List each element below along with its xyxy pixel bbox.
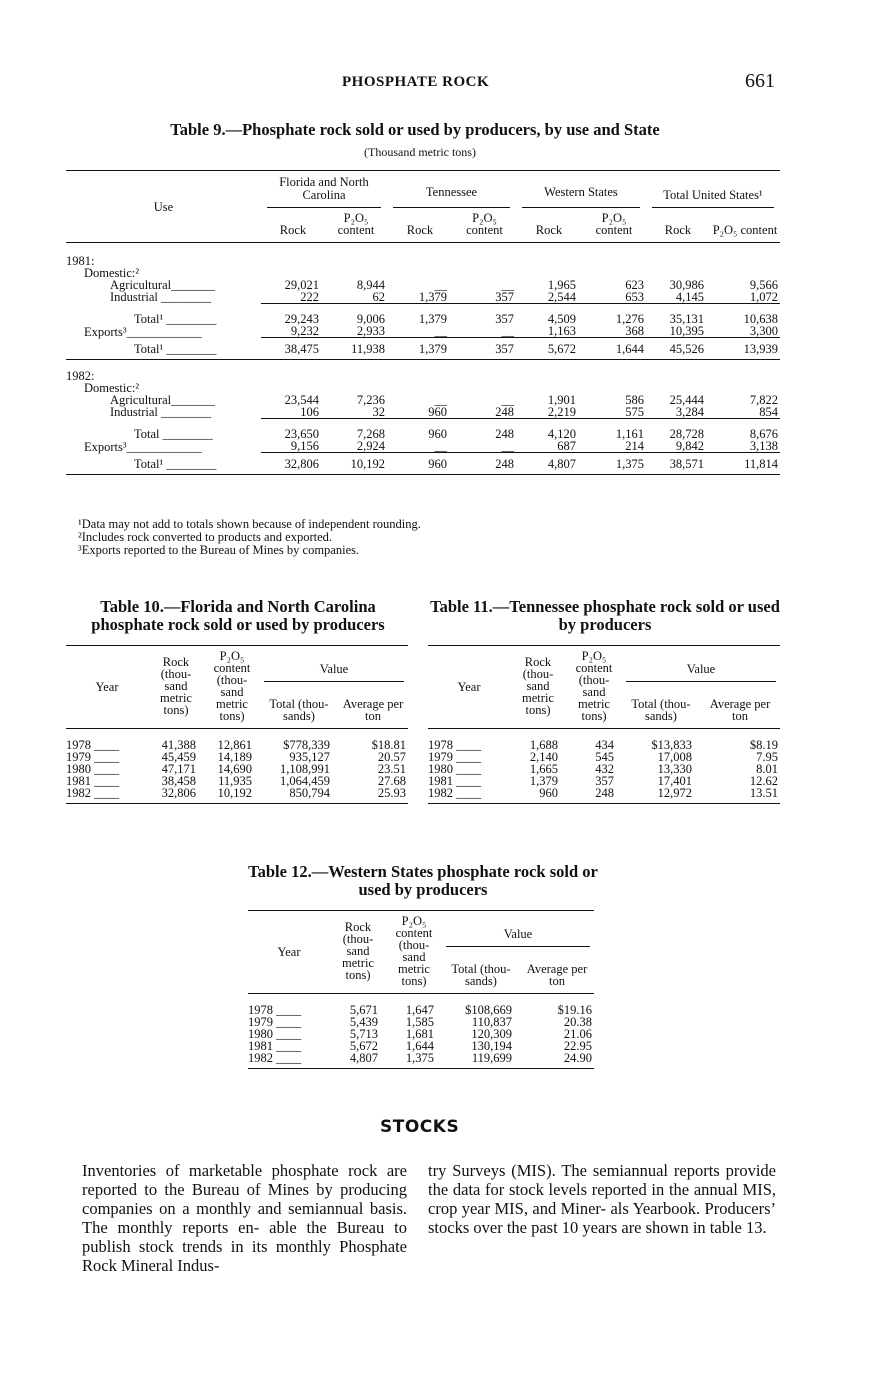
col-average: Average per ton: [342, 697, 404, 723]
table-cell: [516, 360, 582, 382]
table-cell: 11,935: [218, 774, 252, 788]
stocks-column-2: try Surveys (MIS). The semiannual reports provide the data for stock levels reported in the annual MIS, crop year MIS, and Miner- als Yearbook. Producers’ stocks over the past 10 years are shown in table 13.: [428, 1161, 776, 1237]
year-cell: 1979 ____: [66, 750, 120, 764]
table-cell: 119,699: [442, 1052, 520, 1069]
col-value: Value: [319, 662, 349, 677]
table-cell: 1,901: [547, 392, 576, 407]
page-number: 661: [745, 70, 775, 92]
table-cell: 12,861: [217, 738, 252, 752]
table-cell: 4,807: [516, 453, 582, 475]
col-total: Total (thou- sands): [451, 962, 511, 988]
table-cell: [582, 360, 646, 382]
table-row: [66, 418, 780, 440]
table-cell: [453, 360, 516, 382]
table-cell: 368: [582, 325, 646, 338]
table-cell: [710, 243, 780, 267]
table-cell: 248: [453, 453, 516, 475]
footnote: ³Exports reported to the Bureau of Mines by companies.: [78, 543, 360, 557]
table-cell: 38,475: [261, 338, 325, 360]
table11: [428, 645, 780, 804]
table12-title: Table 12.—Western States phosphate rock sold or used by producers: [248, 862, 598, 899]
table-cell: 1,647: [405, 1003, 434, 1017]
table-cell: $18.81: [371, 738, 406, 752]
table-cell: 1,375: [386, 1052, 442, 1069]
table-cell: [646, 243, 710, 267]
table-cell: 35,131: [669, 312, 704, 326]
table-row: [66, 291, 780, 304]
table-cell: 3,300: [710, 325, 780, 338]
table-row: [66, 279, 780, 291]
table-cell: [710, 267, 780, 279]
subhead-p2o5: P₂O₅ content: [712, 223, 778, 237]
table-cell: 8,676: [749, 427, 778, 441]
table-cell: __: [453, 325, 516, 338]
row-label: Total¹ ________: [66, 453, 261, 475]
table-row: [66, 382, 780, 394]
year-cell: 1978 ____: [428, 738, 482, 752]
table-row: [428, 729, 780, 752]
table-cell: 25.93: [338, 787, 408, 804]
table-cell: __: [387, 440, 453, 453]
table-cell: 850,794: [260, 787, 338, 804]
table-cell: __: [453, 440, 516, 453]
table-cell: 960: [428, 427, 447, 441]
year-cell: 1980 ____: [428, 762, 482, 776]
table-cell: 960: [387, 406, 453, 419]
col-average: Average per ton: [526, 962, 588, 988]
table-row: [66, 440, 780, 453]
year-cell: 1982 ____: [428, 787, 510, 804]
table-cell: 687: [516, 440, 582, 453]
row-label: Industrial ________: [110, 290, 212, 304]
table-cell: 1,965: [547, 277, 576, 292]
table9-title: Table 9.—Phosphate rock sold or used by producers, by use and State: [170, 120, 660, 139]
table-cell: 7,268: [356, 427, 385, 441]
col-year: Year: [428, 646, 510, 729]
table-cell: 14,690: [217, 762, 252, 776]
table-cell: 23,650: [284, 427, 319, 441]
table-cell: 29,243: [284, 312, 319, 326]
year-cell: 1979 ____: [428, 750, 482, 764]
table-cell: 248: [453, 406, 516, 419]
table-cell: 62: [325, 291, 387, 304]
row-label: Exports³____________: [84, 324, 202, 339]
table-cell: 9,006: [356, 312, 385, 326]
table-cell: 5,672: [349, 1039, 378, 1053]
table-cell: 248: [566, 787, 622, 804]
table-cell: 45,459: [161, 750, 196, 764]
table-cell: [582, 243, 646, 267]
subhead-p2o5: P₂O₅ content: [466, 211, 503, 237]
table-cell: [582, 382, 646, 394]
col-average: Average per ton: [709, 697, 771, 723]
table-cell: 248: [495, 427, 514, 441]
table-cell: 23,544: [284, 392, 319, 407]
table-cell: 20.38: [563, 1015, 592, 1029]
col-total-us: Total United States¹: [663, 188, 763, 202]
table-cell: 120,309: [471, 1027, 512, 1041]
table-cell: [387, 382, 453, 394]
year-cell: 1980 ____: [248, 1027, 302, 1041]
table-cell: 24.90: [520, 1052, 594, 1069]
table-cell: 30,986: [669, 277, 704, 292]
table-cell: [453, 243, 516, 267]
table-cell: $19.16: [557, 1003, 592, 1017]
row-label: 1981:: [66, 253, 95, 268]
row-label: Total¹ ________: [66, 338, 261, 360]
table-cell: 2,924: [325, 440, 387, 453]
table-row: [248, 1052, 594, 1069]
table9-subtitle: (Thousand metric tons): [364, 145, 476, 159]
row-label: Agricultural_______: [110, 392, 215, 407]
table-cell: [710, 382, 780, 394]
table9: [66, 170, 780, 475]
table-cell: [325, 360, 387, 382]
table-cell: 960: [510, 787, 566, 804]
table-cell: [261, 243, 325, 267]
table-cell: 13.51: [700, 787, 780, 804]
table-cell: 28,728: [669, 427, 704, 441]
table-cell: [710, 360, 780, 382]
year-cell: 1978 ____: [66, 738, 120, 752]
table-cell: 1,379: [387, 338, 453, 360]
table-cell: 5,672: [516, 338, 582, 360]
table-cell: [516, 382, 582, 394]
year-cell: 1980 ____: [66, 762, 120, 776]
table-cell: 3,138: [710, 440, 780, 453]
col-use: Use: [66, 171, 261, 243]
table-cell: 432: [595, 762, 614, 776]
table-cell: 1,276: [615, 312, 644, 326]
table-cell: 214: [582, 440, 646, 453]
table-cell: 17,401: [657, 774, 692, 788]
table-cell: 9,156: [261, 440, 325, 453]
table-cell: __: [434, 277, 447, 292]
row-label: Domestic:²: [84, 380, 140, 395]
table-cell: 32,806: [148, 787, 204, 804]
table-cell: 5,713: [349, 1027, 378, 1041]
table11-title: Table 11.—Tennessee phosphate rock sold or used by producers: [430, 597, 780, 634]
table-cell: 1,072: [710, 291, 780, 304]
row-label: Exports³____________: [84, 439, 202, 454]
table-row: [66, 360, 780, 382]
table-cell: 32,806: [261, 453, 325, 475]
table-row: [66, 338, 780, 360]
col-year: Year: [248, 911, 330, 994]
year-cell: 1978 ____: [248, 1003, 302, 1017]
table-cell: 22.95: [563, 1039, 592, 1053]
table-cell: $778,339: [283, 738, 330, 752]
table-row: [66, 325, 780, 338]
table-cell: 5,439: [349, 1015, 378, 1029]
stocks-heading: STOCKS: [380, 1117, 460, 1137]
table-cell: 1,644: [582, 338, 646, 360]
table-cell: 7,822: [749, 392, 778, 407]
col-value: Value: [503, 927, 533, 942]
table-cell: 586: [625, 392, 644, 407]
table-cell: 935,127: [289, 750, 330, 764]
col-p2o5: P₂O₅ content (thou- sand metric tons): [386, 911, 442, 994]
table-cell: 357: [453, 338, 516, 360]
subhead-rock: Rock: [279, 223, 307, 237]
table-row: [66, 453, 780, 475]
table-cell: 27.68: [377, 774, 406, 788]
table-cell: 623: [625, 277, 644, 292]
table-cell: 21.06: [563, 1027, 592, 1041]
table-cell: 4,509: [547, 312, 576, 326]
table-cell: [261, 382, 325, 394]
table-cell: $13,833: [651, 738, 692, 752]
table-cell: 4,807: [330, 1052, 386, 1069]
table-cell: 17,008: [657, 750, 692, 764]
table-cell: [453, 382, 516, 394]
table-cell: [453, 267, 516, 279]
table-cell: 222: [261, 291, 325, 304]
year-cell: 1982 ____: [66, 787, 148, 804]
table-cell: 4,120: [547, 427, 576, 441]
footnote: ¹Data may not add to totals shown because of independent rounding.: [78, 517, 421, 531]
table-cell: 110,837: [471, 1015, 512, 1029]
table-row: [66, 267, 780, 279]
table-cell: 10,395: [646, 325, 710, 338]
table-cell: 357: [495, 312, 514, 326]
year-cell: 1979 ____: [248, 1015, 302, 1029]
table-cell: 8.01: [756, 762, 778, 776]
table-cell: 10,192: [325, 453, 387, 475]
table-cell: 575: [582, 406, 646, 419]
table-cell: [325, 243, 387, 267]
table10: [66, 645, 408, 804]
table-cell: 434: [595, 738, 614, 752]
col-rock: Rock (thou- sand metric tons): [330, 911, 386, 994]
table-cell: 960: [387, 453, 453, 475]
col-p2o5: P₂O₅ content (thou- sand metric tons): [204, 646, 260, 729]
table-cell: 854: [710, 406, 780, 419]
col-tennessee: Tennessee: [425, 185, 478, 199]
table-row: [428, 787, 780, 804]
table-cell: [325, 267, 387, 279]
table-cell: 29,021: [284, 277, 319, 292]
table-cell: 8,944: [356, 277, 385, 292]
subhead-p2o5: P₂O₅ content: [337, 211, 375, 237]
row-label: Domestic:²: [84, 265, 140, 280]
table-cell: [516, 243, 582, 267]
table-cell: [325, 382, 387, 394]
table-cell: 38,571: [646, 453, 710, 475]
table-cell: 38,458: [161, 774, 196, 788]
table-row: [66, 729, 408, 752]
table-cell: 653: [582, 291, 646, 304]
table-cell: $8.19: [749, 738, 778, 752]
table-cell: __: [434, 392, 447, 407]
table-cell: $108,669: [465, 1003, 512, 1017]
table-cell: [516, 267, 582, 279]
table-cell: 1,108,991: [280, 762, 330, 776]
col-total: Total (thou- sands): [269, 697, 329, 723]
row-label: Industrial ________: [110, 405, 212, 419]
table-cell: 1,161: [615, 427, 644, 441]
table-row: [66, 303, 780, 325]
table-cell: 10,192: [204, 787, 260, 804]
table-cell: [387, 267, 453, 279]
year-cell: 1982 ____: [248, 1052, 330, 1069]
table-cell: [387, 360, 453, 382]
table-cell: 1,375: [582, 453, 646, 475]
table-cell: 14,189: [217, 750, 252, 764]
table-row: [66, 394, 780, 406]
row-label: Total ________: [134, 427, 213, 441]
table-cell: [261, 267, 325, 279]
table-cell: [261, 360, 325, 382]
col-rock: Rock (thou- sand metric tons): [148, 646, 204, 729]
table-cell: 3,284: [646, 406, 710, 419]
row-label: 1982:: [66, 368, 95, 383]
table-cell: 1,163: [516, 325, 582, 338]
table-cell: 9,566: [749, 277, 778, 292]
col-western: Western States: [544, 185, 618, 199]
table9-footnotes: [78, 518, 421, 557]
table-row: [66, 243, 780, 267]
table-cell: 2,219: [516, 406, 582, 419]
table-cell: 20.57: [377, 750, 406, 764]
col-value: Value: [686, 662, 716, 677]
table-cell: 9,842: [646, 440, 710, 453]
subhead-p2o5: P₂O₅ content: [595, 211, 633, 237]
table10-title: Table 10.—Florida and North Carolina phosphate rock sold or used by producers: [91, 597, 385, 634]
table-cell: 10,638: [743, 312, 778, 326]
table-cell: 45,526: [646, 338, 710, 360]
row-label: Total¹ ________: [134, 312, 217, 326]
table-cell: [646, 382, 710, 394]
table-cell: [387, 243, 453, 267]
row-label: Agricultural_______: [110, 277, 215, 292]
table-cell: 11,814: [710, 453, 780, 475]
table-cell: 47,171: [161, 762, 196, 776]
table-cell: 13,939: [710, 338, 780, 360]
table-cell: [582, 267, 646, 279]
table-cell: 12,972: [622, 787, 700, 804]
stocks-column-1: Inventories of marketable phosphate rock are reported to the Bureau of Mines by producing companies on a monthly and semiannual basis. The monthly reports en- able the Bureau to publish stock trends in its monthly Phosphate Rock Mineral Indus-: [82, 1161, 407, 1275]
table-row: [66, 787, 408, 804]
table-cell: 7.95: [756, 750, 778, 764]
table-cell: 41,388: [161, 738, 196, 752]
year-cell: 1981 ____: [66, 774, 120, 788]
col-year: Year: [66, 646, 148, 729]
table-cell: 1,644: [405, 1039, 434, 1053]
table-cell: 9,232: [261, 325, 325, 338]
table-cell: 130,194: [471, 1039, 512, 1053]
table-cell: 2,933: [325, 325, 387, 338]
table12: [248, 910, 594, 1069]
table-cell: __: [501, 277, 514, 292]
table-cell: 25,444: [669, 392, 704, 407]
footnote: ²Includes rock converted to products and exported.: [78, 530, 333, 544]
table-cell: 357: [595, 774, 614, 788]
table-cell: 1,665: [529, 762, 558, 776]
table-cell: 23.51: [377, 762, 406, 776]
table-cell: 1,379: [418, 312, 447, 326]
subhead-rock: Rock: [664, 223, 692, 237]
table-cell: [646, 360, 710, 382]
subhead-rock: Rock: [406, 223, 434, 237]
table-cell: 1,688: [529, 738, 558, 752]
col-total: Total (thou- sands): [631, 697, 691, 723]
year-cell: 1981 ____: [428, 774, 482, 788]
col-p2o5: P₂O₅ content (thou- sand metric tons): [566, 646, 622, 729]
table-cell: 13,330: [657, 762, 692, 776]
table-cell: 106: [261, 406, 325, 419]
table-cell: 2,544: [516, 291, 582, 304]
table-cell: 545: [595, 750, 614, 764]
table-cell: 32: [325, 406, 387, 419]
running-header: PHOSPHATE ROCK: [342, 74, 490, 90]
table-cell: 5,671: [349, 1003, 378, 1017]
col-florida: Florida and North Carolina: [279, 175, 369, 202]
table-cell: 1,379: [529, 774, 558, 788]
table-cell: [646, 267, 710, 279]
year-cell: 1981 ____: [248, 1039, 302, 1053]
table-cell: __: [501, 392, 514, 407]
table-cell: 2,140: [529, 750, 558, 764]
col-rock: Rock (thou- sand metric tons): [510, 646, 566, 729]
table-row: [248, 994, 594, 1017]
table-row: [66, 406, 780, 419]
table-cell: 1,585: [405, 1015, 434, 1029]
table-cell: 4,145: [646, 291, 710, 304]
table-cell: 1,064,459: [280, 774, 330, 788]
table-cell: 11,938: [325, 338, 387, 360]
subhead-rock: Rock: [535, 223, 563, 237]
table-cell: 1,681: [405, 1027, 434, 1041]
table-cell: __: [387, 325, 453, 338]
table-cell: 1,379: [387, 291, 453, 304]
table-cell: 7,236: [356, 392, 385, 407]
table-cell: 357: [453, 291, 516, 304]
table-cell: 12.62: [749, 774, 778, 788]
